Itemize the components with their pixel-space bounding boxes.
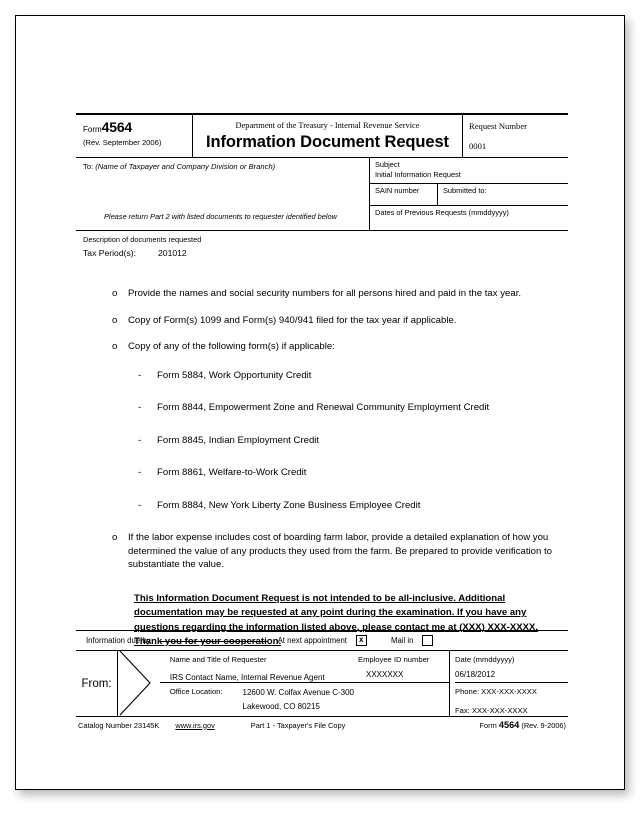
form-word-label: Form (83, 125, 102, 134)
footer-form-word: Form (479, 721, 497, 730)
list-item (138, 401, 564, 415)
from-label: From: (81, 677, 112, 690)
list-item-text: Form 8884, New York Liberty Zone Business Employee Credit (157, 499, 421, 511)
to-cell[interactable] (76, 158, 370, 230)
dash-marker-icon: - (138, 434, 142, 446)
list-item (112, 314, 564, 328)
dash-marker-icon: - (138, 499, 142, 511)
request-number-value[interactable]: 0001 (469, 141, 487, 151)
list-item (138, 434, 564, 448)
bullet-marker-icon: o (112, 288, 118, 299)
chevron-right-icon (118, 651, 166, 716)
to-subject-block (76, 158, 568, 231)
document-page (15, 15, 625, 790)
form-identity-cell (76, 115, 193, 157)
department-line: Department of the Treasury - Internal Revenue Service (235, 121, 420, 130)
form-number: 4564 (101, 119, 133, 135)
from-details (160, 651, 568, 716)
form-header (76, 113, 568, 158)
list-item-text: If the labor expense includes cost of boarding farm labor, provide a detailed explanation of how you determined the value of any products they used from the farm. Be prepared to provide verification to substantiate the value. (128, 532, 552, 570)
office-location-label: Office Location: (169, 687, 223, 696)
sain-label: SAIN number (375, 186, 420, 195)
dash-marker-icon: - (138, 402, 142, 413)
description-block (76, 231, 568, 260)
phone-value: Phone: XXX-XXX-XXXX (455, 687, 537, 696)
form-title-cell (193, 115, 463, 157)
list-item (138, 369, 564, 383)
mail-in-checkbox[interactable] (422, 635, 433, 646)
office-address-line1: 12600 W. Colfax Avenue C-300 (242, 688, 354, 697)
list-item-text: Form 8845, Indian Employment Credit (157, 434, 320, 446)
tax-period-label: Tax Period(s): (83, 248, 137, 258)
fax-value: Fax: XXX-XXX-XXXX (455, 706, 528, 715)
contact-cell[interactable] (455, 683, 568, 715)
dash-marker-icon: - (138, 467, 142, 478)
employee-id-label: Employee ID number (358, 655, 430, 664)
list-item-text: Provide the names and social security numbers for all persons hired and paid in the tax year. (128, 288, 522, 299)
to-line (83, 161, 369, 172)
to-prefix-label: To: (83, 162, 94, 171)
list-item-text: Form 5884, Work Opportunity Credit (157, 369, 312, 381)
requester-name-value: IRS Contact Name, Internal Revenue Agent (169, 673, 325, 682)
closing-statement: This Information Document Request is not intended to be all-inclusive. Additional documentation may be requested at any point during the examination. If you have any questions regarding the information listed above, please contact me at (XXX) XXX-XXXX. Thank you for your cooperation. (134, 592, 539, 647)
office-location-row (160, 683, 354, 714)
employee-id-column (354, 651, 450, 716)
submitted-to-label: Submitted to: (443, 186, 487, 195)
footer-form-revision: (Rev. 9-2006) (521, 721, 566, 730)
requester-name-label: Name and Title of Requester (169, 655, 267, 664)
sain-row (370, 184, 568, 206)
list-item-text: Copy of any of the following form(s) if applicable: (128, 341, 335, 352)
form-revision: (Rev. September 2006) (83, 138, 162, 147)
footer-form-number: 4564 (498, 720, 520, 730)
dash-marker-icon: - (138, 369, 142, 381)
date-cell[interactable] (455, 651, 568, 683)
requested-documents-list (76, 287, 568, 650)
list-item (112, 531, 564, 572)
at-next-appointment-checkbox[interactable] (356, 635, 367, 646)
list-item-text: Form 8844, Empowerment Zone and Renewal Community Employment Credit (157, 402, 490, 413)
tax-period-row (83, 247, 568, 260)
tax-period-value[interactable]: 201012 (158, 248, 187, 258)
previous-requests-label: Dates of Previous Requests (mmddyyyy) (375, 208, 509, 217)
footer-form-identity (480, 720, 566, 730)
from-block (76, 651, 568, 717)
previous-requests-cell[interactable] (370, 206, 568, 230)
requester-name-column (160, 651, 354, 716)
employee-id-spacer (354, 683, 449, 715)
description-label: Description of documents requested (83, 235, 202, 244)
to-hint-text: (Name of Taxpayer and Company Division or Branch) (95, 162, 276, 171)
list-item-text: Copy of Form(s) 1099 and Form(s) 940/941 filed for the tax year if applicable. (128, 314, 457, 326)
irs-form-4564 (76, 113, 568, 650)
subject-value: Initial Information Request (375, 170, 461, 179)
office-location-cell[interactable] (160, 683, 354, 715)
information-due-by-input[interactable] (160, 640, 267, 642)
eligible-forms-sublist (112, 369, 564, 513)
date-value: 06/18/2012 (455, 670, 496, 679)
subject-cell[interactable] (370, 158, 568, 184)
catalog-number: Catalog Number 23145K (78, 720, 160, 730)
office-address (243, 686, 354, 714)
from-label-cell (76, 651, 118, 716)
form-footer (76, 630, 568, 733)
date-contact-column (450, 651, 568, 716)
list-item (112, 340, 564, 354)
list-item (138, 466, 564, 480)
employee-id-value: XXXXXXX (366, 670, 404, 679)
part-copy-label: Part 1 - Taxpayer's File Copy (250, 720, 346, 730)
employee-id-cell[interactable] (354, 651, 449, 683)
requester-name-cell[interactable] (160, 651, 354, 683)
sain-cell[interactable] (370, 184, 438, 205)
mail-in-label: Mail in (390, 635, 414, 645)
bullet-marker-icon: o (112, 532, 118, 543)
submitted-to-cell[interactable] (438, 184, 568, 205)
request-number-label: Request Number (469, 121, 527, 131)
bullet-marker-icon: o (112, 314, 118, 326)
subject-label: Subject (375, 160, 400, 169)
bullet-marker-icon: o (112, 341, 118, 352)
list-item (138, 499, 564, 513)
information-due-row (76, 630, 568, 651)
return-instruction: Please return Part 2 with listed documents to requester identified below (104, 212, 337, 221)
catalog-footer-row (76, 717, 568, 733)
at-next-appointment-label: At next appointment (277, 635, 347, 645)
office-address-line2: Lakewood, CO 80215 (242, 702, 320, 711)
irs-website-link[interactable]: www.irs.gov (175, 720, 215, 730)
list-item-text: Form 8861, Welfare-to-Work Credit (157, 467, 307, 478)
subject-cells (370, 158, 568, 230)
information-due-by-label: Information due by (86, 635, 151, 645)
list-item (112, 287, 564, 301)
from-arrow-cell (118, 651, 160, 716)
date-label: Date (mmddyyyy) (455, 655, 515, 664)
page-title: Information Document Request (206, 133, 449, 151)
request-number-cell (463, 115, 568, 157)
form-number-line (83, 121, 192, 136)
